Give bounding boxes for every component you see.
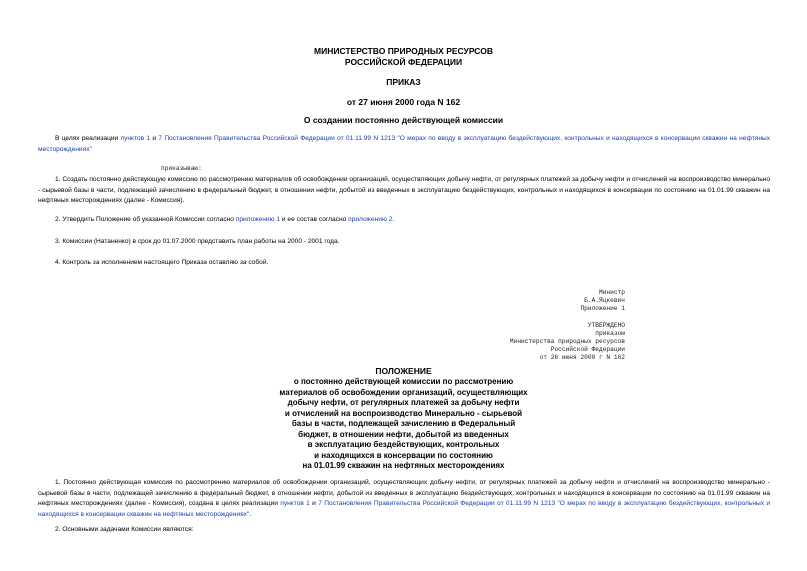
ministry-line-1: МИНИСТЕРСТВО ПРИРОДНЫХ РЕСУРСОВ — [314, 46, 493, 56]
doc-type: ПРИКАЗ — [386, 77, 421, 87]
approval-line-2: приказом — [595, 330, 625, 337]
item-2-text-a: 2. Утвердить Положение об указанной Комиссии согласно — [55, 216, 236, 223]
preamble — [38, 134, 770, 155]
polozhenie-heading: ПОЛОЖЕНИЕ — [375, 366, 432, 376]
polozhenie-line-9: на 01.01.99 скважин на нефтяных месторождениях — [302, 461, 505, 470]
polozhenie-line-4: и отчислений на воспроизводство Минерально - сырьевой — [284, 408, 523, 418]
body-paragraph-1 — [38, 478, 770, 520]
approval-line-3: Министерства природных ресурсов — [509, 338, 625, 345]
link-prilozhenie-1[interactable]: приложению 1 — [235, 216, 281, 223]
doc-date-number: от 27 июня 2000 года N 162 — [346, 97, 461, 107]
orders-word: приказываю: — [161, 165, 202, 172]
polozhenie-line-6: бюджет, в отношении нефти, добытой из введенных — [298, 429, 509, 439]
body-p1-text-d: . — [249, 510, 252, 518]
link-body-postanovlenie[interactable]: Постановления Правительства Российской Федерации от 01.11.99 N 1213 "О мерах по вводу в эксплуатацию бездействующих, контрольных и находящихся в консервации скважин на нефтяных месторождениях" — [38, 500, 770, 518]
item-3: 3. Комиссии (Натаненко) в срок до 01.07.2000 представить план работы на 2000 - 2001 года. — [55, 238, 340, 245]
item-1: 1. Создать постоянно действующую комиссию по рассмотрению материалов об освобождении организаций, осуществляющих добычу нефти, от регулярных платежей за добычу нефти и отчислений на воспроизводство минерально - сырьевой базы в части, подлежащей зачислению в федеральный бюджет, в отношении нефти, добытой из введенных в эксплуатацию бездействующих, контрольных и находящихся в консервации по состоянию на 01.01.99 скважин на нефтяных месторождениях (далее - Комиссия). — [38, 176, 770, 204]
item-2-text-c: . — [392, 216, 395, 223]
preamble-text-1: В целях реализации — [55, 135, 121, 142]
signature-name: Б.А.Яцкевич — [584, 297, 625, 304]
link-body-punkt-1[interactable]: пунктов 1 — [280, 500, 310, 507]
item-2 — [38, 215, 770, 226]
signature-minister: Министр — [599, 289, 625, 296]
preamble-text-2: и — [150, 135, 159, 142]
polozhenie-line-8: и находящихся в консервации по состоянию — [314, 450, 493, 460]
appendix-label: Приложение 1 — [580, 305, 625, 312]
polozhenie-line-5: базы в части, подлежащей зачислению в Федеральный — [291, 419, 516, 428]
link-postanovlenie[interactable]: Постановления Правительства Российской Федерации от 01.11.99 N 1213 "О мерах по вводу в эксплуатацию бездействующих, контрольных и находящихся в консервации скважин на нефтяных месторождениях" — [38, 135, 770, 153]
approval-line-1: УТВЕРЖДЕНО — [587, 322, 625, 329]
body-p1-text-a: 1. Постоянно действующая комиссия по рассмотрению материалов об освобождении организаций, осуществляющих добычу нефти, от регулярных платежей за добычу нефти и отчислений на воспроизводство минерально - сырьевой базы в части, подлежащей зачислению в федеральный бюджет, в отношении нефти, добытой из введенных в эксплуатацию бездействующих, контрольных и находящихся в консервации по состоянию на 01.01.99 скважин на нефтяных месторождениях (далее - Комиссия), создана в целях реализации — [38, 479, 770, 507]
item-4: 4. Контроль за исполнением настоящего Приказа оставляю за собой. — [55, 259, 269, 266]
link-punkt-1[interactable]: пунктов 1 — [120, 135, 151, 142]
polozhenie-line-1: о постоянно действующей комиссии по рассмотрению — [293, 377, 514, 386]
link-punkt-7[interactable]: 7 — [158, 135, 163, 142]
item-2-text-b: и ее состав согласно — [280, 216, 349, 223]
body-paragraph-2: 2. Основными задачами Комиссии являются: — [55, 526, 194, 533]
body-p1-text-b: и — [309, 500, 319, 507]
link-body-punkt-7[interactable]: 7 — [318, 500, 322, 507]
polozhenie-line-2: материалов об освобождении организаций, осуществляющих — [279, 387, 528, 397]
polozhenie-line-7: в эксплуатацию бездействующих, контрольных — [307, 440, 500, 449]
approval-line-4: Российской Федерации — [550, 346, 625, 353]
link-prilozhenie-2[interactable]: приложению 2 — [348, 216, 393, 223]
doc-title: О создании постоянно действующей комиссии — [303, 115, 504, 125]
polozhenie-line-3: добычу нефти, от регулярных платежей за добычу нефти — [287, 398, 520, 407]
approval-line-5: от 26 июня 2000 г N 162 — [539, 354, 625, 361]
ministry-line-2: РОССИЙСКОЙ ФЕДЕРАЦИИ — [344, 57, 463, 67]
